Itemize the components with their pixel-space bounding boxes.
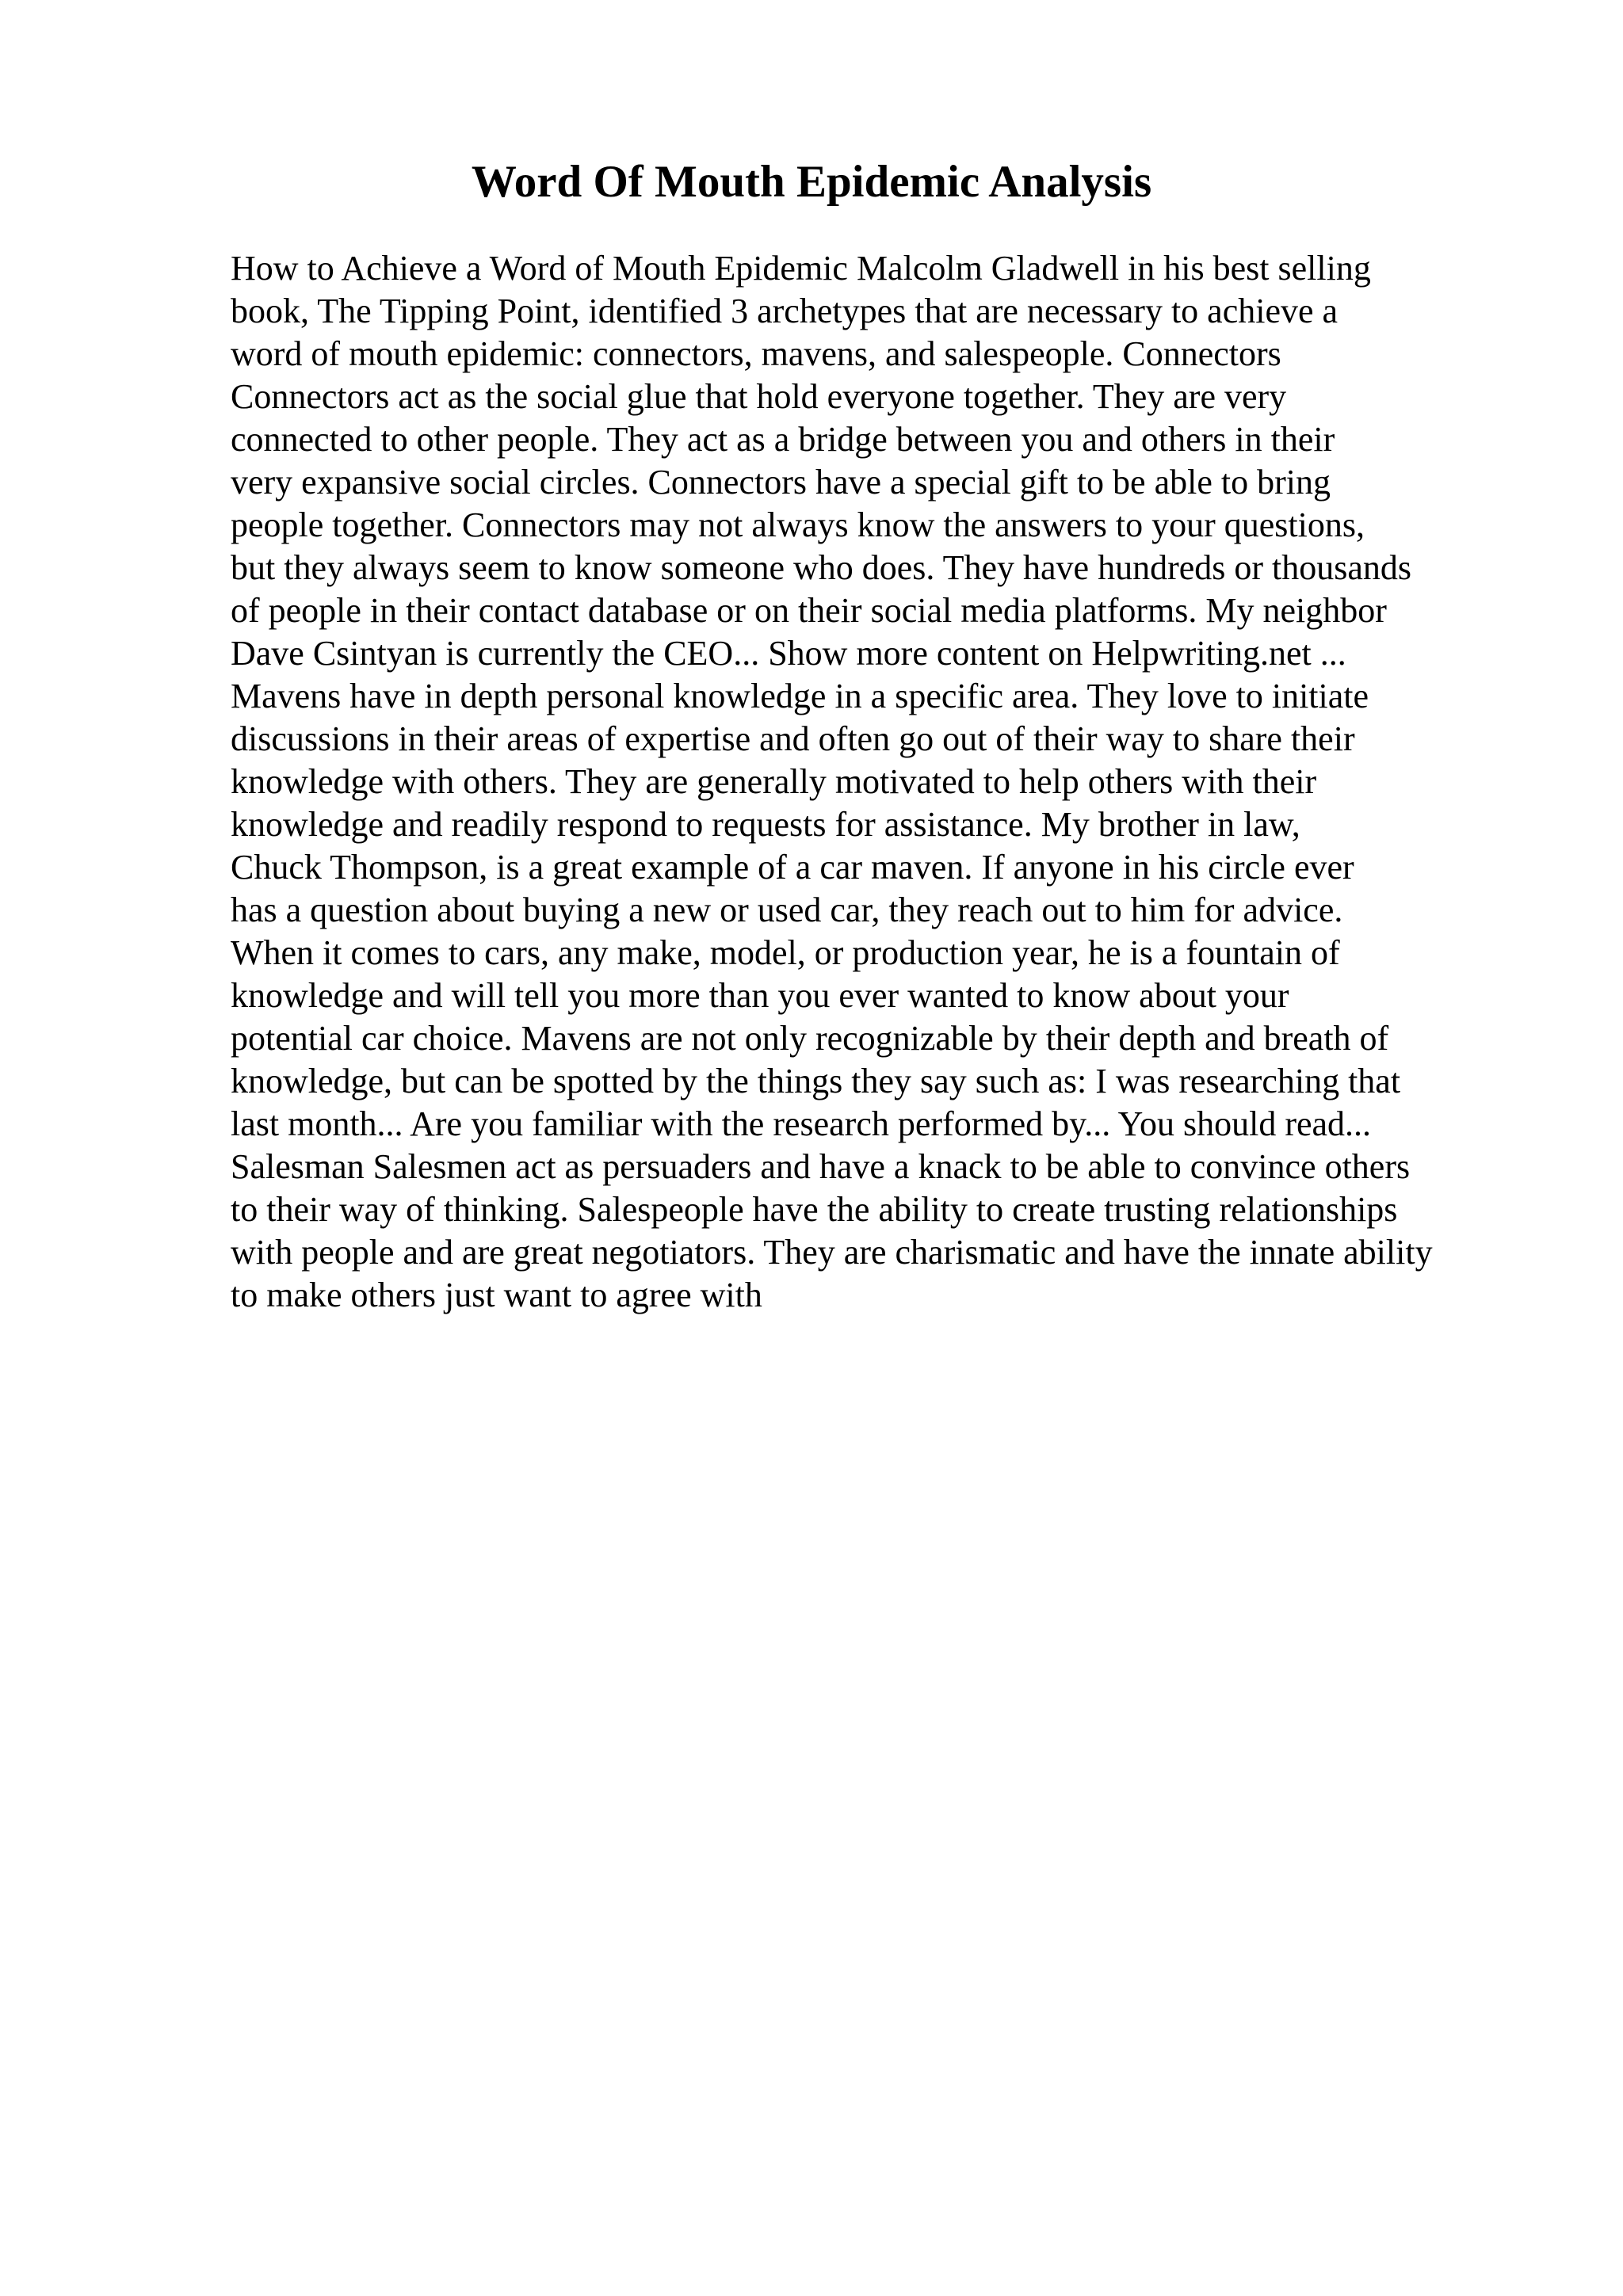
body-line: to make others just want to agree with xyxy=(231,1276,762,1314)
body-line: discussions in their areas of expertise and often go out of their way to share their xyxy=(231,719,1355,758)
document-body xyxy=(231,247,1594,1317)
body-line: Dave Csintyan is currently the CEO... Show more content on Helpwriting.net ... xyxy=(231,634,1346,673)
body-line: Mavens have in depth personal knowledge in a specific area. They love to initiate xyxy=(231,677,1369,715)
body-line: Connectors act as the social glue that hold everyone together. They are very xyxy=(231,377,1287,416)
body-line: potential car choice. Mavens are not only recognizable by their depth and breath of xyxy=(231,1019,1389,1058)
body-line: knowledge with others. They are generally motivated to help others with their xyxy=(231,762,1317,801)
body-line: knowledge, but can be spotted by the things they say such as: I was researching that xyxy=(231,1062,1401,1100)
body-line: very expansive social circles. Connectors have a special gift to be able to bring xyxy=(231,463,1331,502)
body-line: Salesman Salesmen act as persuaders and have a knack to be able to convince others xyxy=(231,1147,1411,1186)
document-title: Word Of Mouth Epidemic Analysis xyxy=(471,157,1152,207)
body-line: has a question about buying a new or used car, they reach out to him for advice. xyxy=(231,891,1343,929)
body-line: last month... Are you familiar with the research performed by... You should read... xyxy=(231,1104,1372,1143)
body-line: Chuck Thompson, is a great example of a car maven. If anyone in his circle ever xyxy=(231,848,1354,887)
body-line: to their way of thinking. Salespeople have the ability to create trusting relationships xyxy=(231,1190,1398,1229)
body-line: book, The Tipping Point, identified 3 archetypes that are necessary to achieve a xyxy=(231,292,1338,330)
body-line: knowledge and will tell you more than you ever wanted to know about your xyxy=(231,976,1289,1015)
body-line: When it comes to cars, any make, model, or production year, he is a fountain of xyxy=(231,933,1340,972)
body-line: word of mouth epidemic: connectors, mavens, and salespeople. Connectors xyxy=(231,334,1281,373)
body-line: connected to other people. They act as a bridge between you and others in their xyxy=(231,420,1335,459)
body-line: but they always seem to know someone who does. They have hundreds or thousands xyxy=(231,548,1412,587)
body-line: people together. Connectors may not always know the answers to your questions, xyxy=(231,505,1365,544)
body-line: knowledge and readily respond to requests for assistance. My brother in law, xyxy=(231,805,1300,844)
body-line: with people and are great negotiators. They are charismatic and have the innate ability xyxy=(231,1233,1433,1272)
body-line: of people in their contact database or on their social media platforms. My neighbor xyxy=(231,591,1387,630)
body-line: How to Achieve a Word of Mouth Epidemic Malcolm Gladwell in his best selling xyxy=(231,249,1371,288)
